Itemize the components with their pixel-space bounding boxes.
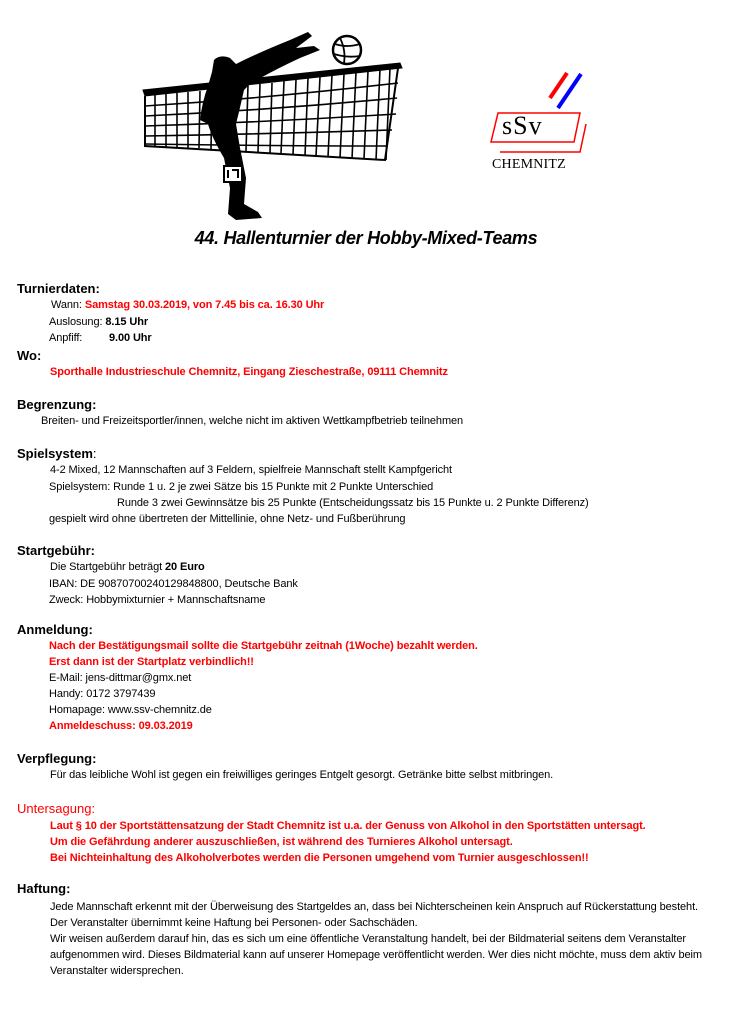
wann-label: Wann:: [51, 299, 82, 311]
auslosung-row: [49, 316, 148, 328]
wann-value: Samstag 30.03.2019, von 7.45 bis ca. 16.30 Uhr: [84, 299, 325, 311]
untersagung-line: Laut § 10 der Sportstättensatzung der Stadt Chemnitz ist u.a. der Genuss von Alkohol in den Sportstätten untersagt.: [50, 820, 646, 832]
auslosung-value: 8.15 Uhr: [105, 316, 149, 328]
spielsystem-line: Runde 3 zwei Gewinnsätze bis 25 Punkte (Entscheidungssatz bis 15 Punkte u. 2 Punkte Differenz): [117, 497, 589, 509]
haftung-para: Wir weisen außerdem darauf hin, das es sich um eine öffentliche Veranstaltung handelt, bei der Bildmaterial seitens dem Veranstalter aufgenommen wird. Dieses Bildmaterial kann auf unserer Homepage veröffentlicht werden. Wer dies nicht möchte, muss dem aktiv beim Veranstalter widersprechen.: [50, 933, 702, 977]
volleyball-icon: [333, 36, 361, 64]
startgebuehr-fee: [50, 561, 205, 573]
anmeldung-email: E-Mail: jens-dittmar@gmx.net: [49, 672, 192, 684]
heading-spielsystem-colon: :: [92, 446, 97, 461]
spielsystem-line: 4-2 Mixed, 12 Mannschaften auf 3 Feldern, spielfreie Mannschaft stellt Kampfgericht: [50, 464, 452, 476]
logo-city: CHEMNITZ: [492, 157, 566, 172]
spielsystem-line: Spielsystem: Runde 1 u. 2 je zwei Sätze bis 15 Punkte mit 2 Punkte Unterschied: [49, 481, 434, 493]
heading-startgebuehr: Startgebühr:: [17, 543, 95, 558]
wo-value: Sporthalle Industrieschule Chemnitz, Eingang Zieschestraße, 09111 Chemnitz: [50, 366, 448, 378]
fee-value: 20 Euro: [165, 561, 205, 573]
auslosung-label: Auslosung:: [49, 316, 103, 328]
heading-wo: Wo:: [17, 348, 42, 363]
begrenzung-text: Breiten- und Freizeitsportler/innen, welche nicht im aktiven Wettkampfbetrieb teilnehmen: [41, 415, 464, 427]
anpfiff-value: 9.00 Uhr: [109, 332, 152, 344]
heading-haftung: Haftung:: [17, 881, 71, 896]
haftung-para: Der Veranstalter übernimmt keine Haftung bei Personen- oder Sachschäden.: [50, 917, 418, 929]
untersagung-line: Bei Nichteinhaltung des Alkoholverbotes werden die Personen umgehend vom Turnier ausgeschlossen!!: [50, 852, 589, 864]
net-icon: [143, 63, 402, 160]
haftung-para: Jede Mannschaft erkennt mit der Überweisung des Startgeldes an, dass bei Nichterscheinen kein Anspruch auf Rückerstattung besteht.: [50, 901, 698, 913]
heading-verpflegung: Verpflegung:: [17, 751, 97, 766]
anmeldung-handy: Handy: 0172 3797439: [49, 688, 156, 700]
logo-red-stripe: [550, 73, 567, 98]
fee-prefix: Die Startgebühr beträgt: [50, 561, 166, 573]
heading-untersagung: Untersagung:: [17, 801, 96, 816]
heading-spielsystem: [17, 446, 97, 461]
haftung-text: [50, 899, 722, 979]
spielsystem-line: gespielt wird ohne übertreten der Mittellinie, ohne Netz- und Fußberührung: [49, 513, 406, 525]
untersagung-line: Um die Gefährdung anderer auszuschließen, ist während des Turnieres Alkohol untersagt.: [50, 836, 513, 848]
anpfiff-row: [49, 332, 82, 344]
logo-letters: sSv: [502, 111, 543, 140]
anmeldung-notice: Nach der Bestätigungsmail sollte die Startgebühr zeitnah (1Woche) bezahlt werden.: [49, 640, 478, 652]
anmeldung-notice: Erst dann ist der Startplatz verbindlich!!: [49, 656, 254, 668]
wann-row: [51, 299, 324, 311]
anmeldung-deadline: Anmeldeschuss: 09.03.2019: [49, 720, 193, 732]
volleyball-player-illustration: [140, 28, 405, 228]
anmeldung-homepage: Homapage: www.ssv-chemnitz.de: [49, 704, 212, 716]
startgebuehr-zweck: Zweck: Hobbymixturnier + Mannschaftsname: [49, 594, 266, 606]
heading-spielsystem-text: Spielsystem: [17, 446, 93, 461]
anpfiff-label: Anpfiff:: [49, 332, 83, 344]
page-title: 44. Hallenturnier der Hobby-Mixed-Teams: [194, 228, 538, 248]
player-silhouette: [200, 32, 320, 220]
heading-anmeldung: Anmeldung:: [17, 622, 93, 637]
heading-begrenzung: Begrenzung:: [17, 397, 97, 412]
verpflegung-text: Für das leibliche Wohl ist gegen ein freiwilliges geringes Entgelt gesorgt. Getränke bitte selbst mitbringen.: [50, 769, 554, 781]
startgebuehr-iban: IBAN: DE 90870700240129848800, Deutsche Bank: [49, 578, 298, 590]
heading-turnierdaten: Turnierdaten:: [17, 281, 100, 296]
ssv-chemnitz-logo: [488, 68, 593, 178]
